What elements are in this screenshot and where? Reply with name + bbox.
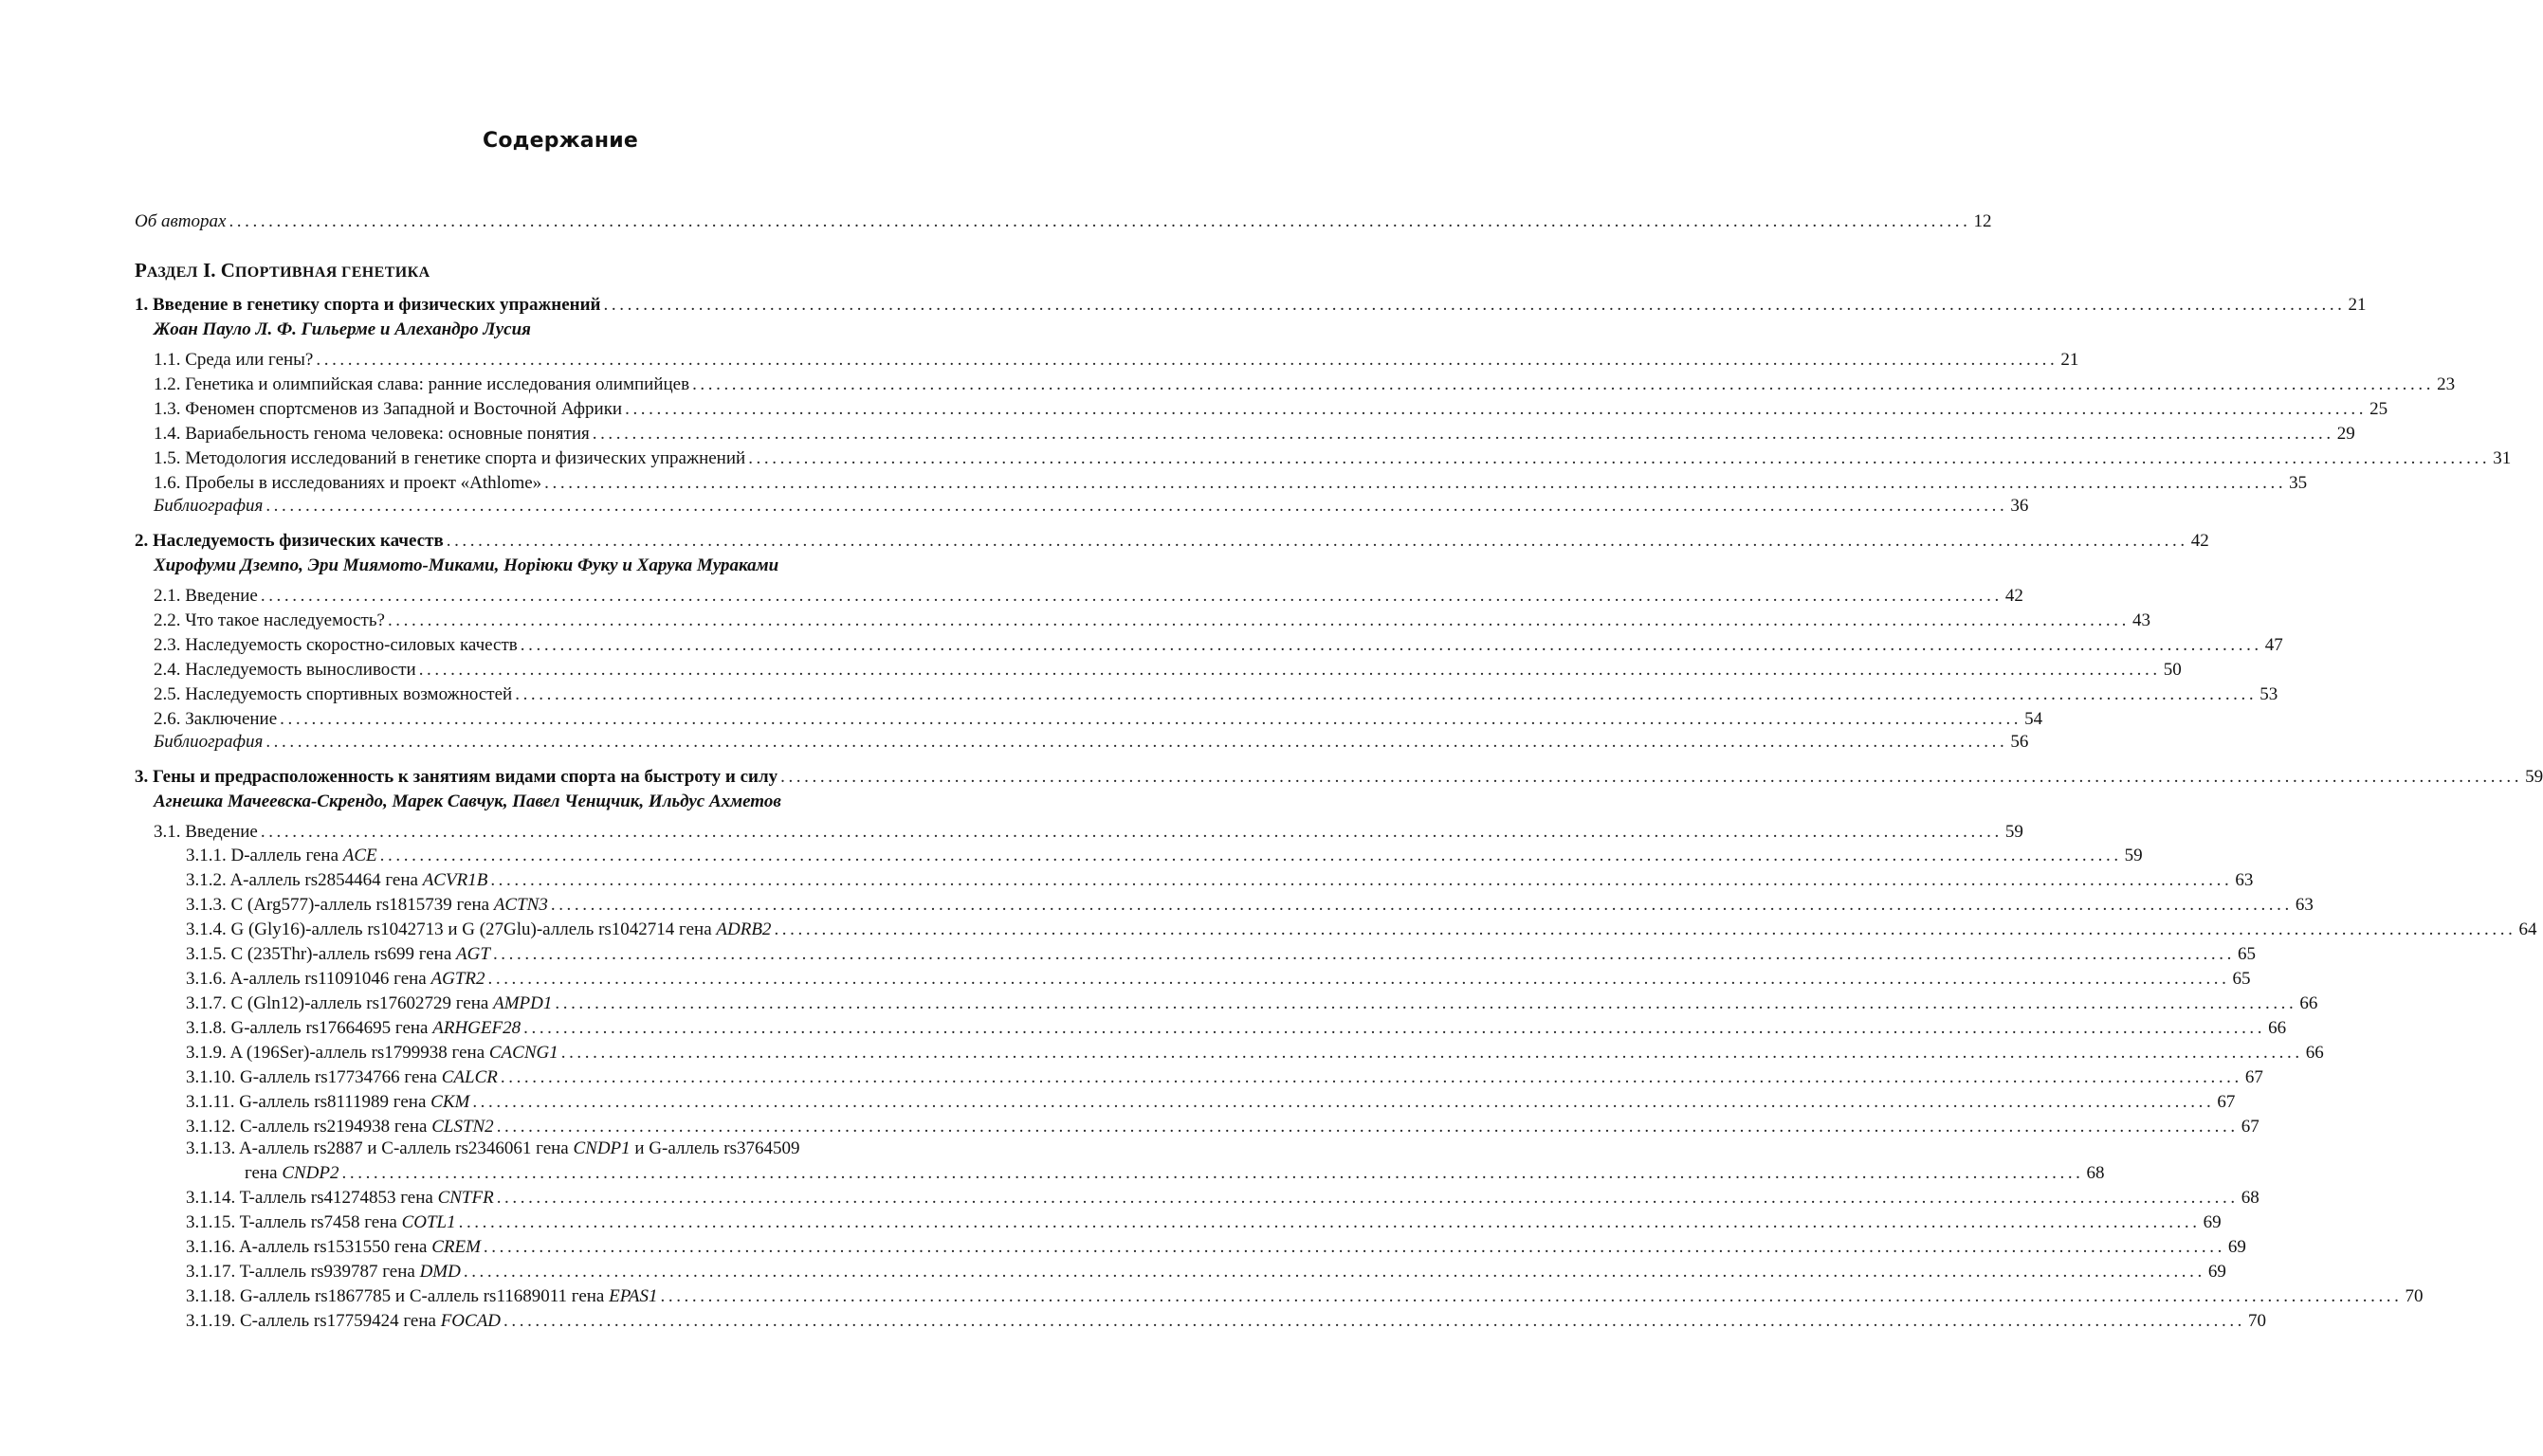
chapter-title: 3. Гены и предрасположенность к занятиям видами спорта на быстроту и силу bbox=[135, 767, 778, 787]
toc-entry[interactable] bbox=[154, 397, 2388, 422]
entry-number: 3.1.1. bbox=[186, 846, 227, 865]
toc-entry-bibliography[interactable] bbox=[154, 494, 2029, 519]
gene-name: CLSTN2 bbox=[431, 1117, 494, 1137]
entry-text: C (Gln12)-аллель rs17602729 гена bbox=[230, 993, 494, 1013]
entry-text: C-аллель rs2194938 гена bbox=[240, 1117, 432, 1137]
toc-entry-text: Библиография bbox=[154, 496, 264, 516]
entry-text: G (Gly16)-аллель rs1042713 и G (27Glu)-аллель rs1042714 гена bbox=[230, 919, 717, 939]
toc-page-number: 66 bbox=[2268, 1018, 2287, 1038]
gene-name: CACNG1 bbox=[488, 1043, 558, 1063]
gene-name: CREM bbox=[431, 1237, 481, 1257]
toc-entry-text bbox=[186, 1065, 498, 1090]
toc-entry-text bbox=[186, 942, 490, 967]
entry-number: 3.1.18. bbox=[186, 1286, 236, 1306]
toc-page-number: 64 bbox=[2518, 919, 2537, 939]
entry-text: T-аллель rs41274853 гена bbox=[239, 1188, 438, 1208]
leader-dots: ............................................................................................................................................................................................................................ bbox=[560, 1043, 2303, 1063]
toc-entry-text bbox=[186, 868, 487, 893]
toc-page-number: 67 bbox=[2217, 1092, 2236, 1112]
entry-text: G-аллель rs17664695 гена bbox=[230, 1018, 433, 1038]
entry-text: и G-аллель rs3764509 bbox=[630, 1138, 800, 1158]
entry-text: G-аллель rs8111989 гена bbox=[239, 1092, 431, 1112]
toc-entry-text bbox=[186, 844, 377, 868]
toc-page-number: 66 bbox=[2305, 1043, 2324, 1063]
entry-number: 3.1.15. bbox=[186, 1212, 236, 1232]
toc-entry-text: 2.1. Введение bbox=[154, 586, 258, 606]
toc-entry-gene[interactable] bbox=[186, 992, 2318, 1016]
toc-entry[interactable] bbox=[154, 422, 2355, 446]
toc-entry-gene[interactable] bbox=[186, 942, 2256, 967]
toc-entry[interactable] bbox=[154, 658, 2182, 682]
toc-entry-gene[interactable] bbox=[186, 893, 2314, 918]
toc-page-number: 35 bbox=[2289, 473, 2308, 493]
toc-entry-text bbox=[186, 918, 771, 942]
toc-entry-text bbox=[186, 1186, 494, 1210]
entry-text: C (235Thr)-аллель rs699 гена bbox=[230, 944, 457, 964]
toc-entry[interactable] bbox=[154, 348, 2079, 373]
toc-page-number: 25 bbox=[2369, 399, 2388, 419]
gene-name: AGT bbox=[456, 944, 490, 964]
page-title: Содержание bbox=[483, 129, 638, 153]
toc-page-number: 21 bbox=[2348, 295, 2367, 315]
toc-page-number: 66 bbox=[2299, 993, 2318, 1013]
toc-page-number: 69 bbox=[2203, 1212, 2222, 1232]
entry-number: 3.1.10. bbox=[186, 1067, 236, 1087]
gene-name: CNDP2 bbox=[282, 1163, 339, 1183]
chapter-title: 1. Введение в генетику спорта и физических упражнений bbox=[135, 295, 601, 315]
entry-text: G-аллель rs17734766 гена bbox=[240, 1067, 442, 1087]
leader-dots: ............................................................................................................................................................................................................................ bbox=[523, 1018, 2266, 1038]
gene-name: CNTFR bbox=[437, 1188, 494, 1208]
gene-name: CALCR bbox=[441, 1067, 498, 1087]
toc-entry-text bbox=[186, 1260, 461, 1284]
gene-name: CNDP1 bbox=[573, 1138, 631, 1158]
gene-name: ADRB2 bbox=[716, 919, 772, 939]
toc-page-number: 21 bbox=[2060, 350, 2079, 370]
leader-dots: ............................................................................................................................................................................................................................ bbox=[555, 993, 2297, 1013]
chapter-authors: Жоан Пауло Л. Ф. Гильерме и Алехандро Лусия bbox=[154, 319, 531, 339]
toc-page-number: 70 bbox=[2405, 1286, 2424, 1306]
entry-number: 3.1.5. bbox=[186, 944, 227, 964]
toc-page-number: 29 bbox=[2336, 424, 2355, 444]
toc-entry-gene[interactable] bbox=[186, 918, 2537, 942]
chapter-authors: Агнешка Мачеевска-Скрендо, Марек Савчук, Павел Ченщчик, Ильдус Ахметов bbox=[154, 792, 781, 811]
toc-page-number: 68 bbox=[2086, 1163, 2105, 1183]
toc-entry-gene[interactable] bbox=[186, 967, 2251, 992]
entry-number: 3.1.11. bbox=[186, 1092, 235, 1112]
entry-number: 3.1.12. bbox=[186, 1117, 236, 1137]
toc-page-number: 56 bbox=[2010, 732, 2029, 752]
leader-dots: ............................................................................................................................................................................................................................ bbox=[774, 919, 2516, 939]
toc-entry-text: 3.1. Введение bbox=[154, 822, 258, 842]
toc-entry-text bbox=[186, 1090, 469, 1115]
toc-page-number: 59 bbox=[2525, 767, 2543, 787]
entry-text: A-аллель rs11091046 гена bbox=[229, 969, 431, 989]
toc-page-number: 67 bbox=[2244, 1067, 2263, 1087]
entry-number: 3.1.14. bbox=[186, 1188, 236, 1208]
leader-dots: ............................................................................................................................................................................................................................ bbox=[463, 1262, 2205, 1282]
chapter-title: 2. Наследуемость физических качеств bbox=[135, 531, 444, 551]
gene-name: ACVR1B bbox=[422, 870, 488, 890]
toc-page-number: 47 bbox=[2264, 635, 2283, 655]
leader-dots: ............................................................................................................................................................................................................................ bbox=[592, 424, 2334, 444]
entry-number: 3.1.19. bbox=[186, 1311, 236, 1331]
leader-dots: ............................................................................................................................................................................................................................ bbox=[515, 684, 2258, 704]
toc-page-number: 65 bbox=[2237, 944, 2256, 964]
toc-entry-text: 1.1. Среда или гены? bbox=[154, 350, 314, 370]
toc-page-number: 12 bbox=[1973, 211, 1992, 231]
entry-text: G-аллель rs1867785 и C-аллель rs11689011 гена bbox=[240, 1286, 610, 1306]
toc-entry-text bbox=[186, 893, 548, 918]
entry-text: D-аллель гена bbox=[230, 846, 343, 865]
entry-number: 3.1.8. bbox=[186, 1018, 227, 1038]
toc-page-number: 36 bbox=[2010, 496, 2029, 516]
gene-name: ACTN3 bbox=[493, 895, 548, 915]
leader-dots: ............................................................................................................................................................................................................................ bbox=[503, 1311, 2246, 1331]
toc-entry[interactable] bbox=[154, 707, 2043, 732]
toc-page-number: 70 bbox=[2248, 1311, 2267, 1331]
toc-page-number: 54 bbox=[2024, 709, 2043, 729]
entry-text: A (196Ser)-аллель rs1799938 гена bbox=[229, 1043, 489, 1063]
entry-number: 3.1.13. bbox=[186, 1138, 236, 1158]
toc-entry-text bbox=[186, 992, 552, 1016]
toc-page-number: 63 bbox=[2235, 870, 2254, 890]
toc-entry-text bbox=[186, 967, 485, 992]
toc-entry-gene[interactable] bbox=[186, 1284, 2424, 1309]
entry-number: 3.1.7. bbox=[186, 993, 227, 1013]
toc-page-number: 59 bbox=[2124, 846, 2143, 865]
section-heading: РАЗДЕЛ I. СПОРТИВНАЯ ГЕНЕТИКА bbox=[135, 259, 430, 282]
toc-entry-gene[interactable] bbox=[186, 1065, 2263, 1090]
toc-chapter-2[interactable] bbox=[135, 529, 2209, 554]
entry-text: A-аллель rs2887 и C-аллель rs2346061 гена bbox=[238, 1138, 574, 1158]
gene-name: ARHGEF28 bbox=[432, 1018, 521, 1038]
toc-entry-gene[interactable] bbox=[186, 1260, 2226, 1284]
leader-dots: ............................................................................................................................................................................................................................ bbox=[550, 895, 2293, 915]
leader-dots: ............................................................................................................................................................................................................................ bbox=[316, 350, 2058, 370]
entry-number: 3.1.4. bbox=[186, 919, 227, 939]
toc-entry-gene[interactable] bbox=[186, 1016, 2287, 1041]
toc-entry-bibliography[interactable] bbox=[154, 730, 2029, 755]
toc-entry-text bbox=[186, 1235, 481, 1260]
entry-number: 3.1.6. bbox=[186, 969, 227, 989]
toc-entry-text: 1.3. Феномен спортсменов из Западной и Восточной Африки bbox=[154, 399, 623, 419]
toc-chapter-3[interactable] bbox=[135, 765, 2543, 790]
entry-text: A-аллель rs2854464 гена bbox=[229, 870, 423, 890]
toc-entry[interactable] bbox=[154, 609, 2150, 633]
leader-dots: ............................................................................................................................................................................................................................ bbox=[379, 846, 2122, 865]
toc-entry-text bbox=[186, 1309, 501, 1334]
entry-text: C (Arg577)-аллель rs1815739 гена bbox=[230, 895, 494, 915]
leader-dots: ............................................................................................................................................................................................................................ bbox=[260, 822, 2003, 842]
toc-page-number: 42 bbox=[2190, 531, 2209, 551]
toc-entry-gene[interactable] bbox=[186, 1235, 2246, 1260]
leader-dots: ............................................................................................................................................................................................................................ bbox=[625, 399, 2368, 419]
toc-entry-text: 2.3. Наследуемость скоростно-силовых качеств bbox=[154, 635, 518, 655]
gene-name: ACE bbox=[342, 846, 377, 865]
toc-page-number: 31 bbox=[2493, 448, 2512, 468]
toc-entry-text: 1.5. Методология исследований в генетике спорта и физических упражнений bbox=[154, 448, 746, 468]
leader-dots: ............................................................................................................................................................................................................................ bbox=[229, 211, 1971, 231]
leader-dots: ............................................................................................................................................................................................................................ bbox=[472, 1092, 2215, 1112]
chapter-authors: Хирофуми Дземпо, Эри Миямото-Миками, Норіюки Фуку и Харука Мураками bbox=[154, 555, 779, 575]
toc-page-number: 65 bbox=[2232, 969, 2251, 989]
toc-entry-text: Об авторах bbox=[135, 211, 227, 231]
leader-dots: ............................................................................................................................................................................................................................ bbox=[603, 295, 2346, 315]
leader-dots: ............................................................................................................................................................................................................................ bbox=[418, 660, 2161, 680]
gene-name: CKM bbox=[430, 1092, 470, 1112]
entry-number: 3.1.2. bbox=[186, 870, 227, 890]
gene-name: AMPD1 bbox=[493, 993, 553, 1013]
leader-dots: ............................................................................................................................................................................................................................ bbox=[492, 944, 2235, 964]
toc-entry-gene[interactable] bbox=[186, 1186, 2259, 1210]
toc-entry-gene[interactable] bbox=[186, 1090, 2236, 1115]
toc-page-number: 69 bbox=[2227, 1237, 2246, 1257]
toc-entry-gene[interactable] bbox=[186, 868, 2254, 893]
leader-dots: ............................................................................................................................................................................................................................ bbox=[496, 1188, 2239, 1208]
toc-entry-gene[interactable] bbox=[186, 1041, 2324, 1065]
leader-dots: ............................................................................................................................................................................................................................ bbox=[692, 374, 2435, 394]
entry-text: A-аллель rs1531550 гена bbox=[238, 1237, 432, 1257]
leader-dots: ............................................................................................................................................................................................................................ bbox=[780, 767, 2523, 787]
gene-name: EPAS1 bbox=[609, 1286, 658, 1306]
toc-entry-gene[interactable] bbox=[186, 844, 2143, 868]
gene-name: AGTR2 bbox=[430, 969, 485, 989]
leader-dots: ............................................................................................................................................................................................................................ bbox=[458, 1212, 2201, 1232]
toc-page-number: 69 bbox=[2207, 1262, 2226, 1282]
leader-dots: ............................................................................................................................................................................................................................ bbox=[260, 586, 2003, 606]
toc-entry-gene[interactable] bbox=[186, 1210, 2222, 1235]
leader-dots: ............................................................................................................................................................................................................................ bbox=[341, 1163, 2084, 1183]
leader-dots: ............................................................................................................................................................................................................................ bbox=[660, 1286, 2403, 1306]
toc-entry-text bbox=[186, 1041, 558, 1065]
toc-page-number: 50 bbox=[2163, 660, 2182, 680]
leader-dots: ............................................................................................................................................................................................................................ bbox=[500, 1067, 2242, 1087]
toc-page-number: 68 bbox=[2241, 1188, 2259, 1208]
toc-page-number: 63 bbox=[2295, 895, 2314, 915]
toc-entry-3-1-13-line2[interactable] bbox=[245, 1161, 2105, 1186]
leader-dots: ............................................................................................................................................................................................................................ bbox=[265, 732, 2008, 752]
toc-entry-text bbox=[186, 1016, 521, 1041]
entry-number: 3.1.9. bbox=[186, 1043, 227, 1063]
toc-page-number: 67 bbox=[2241, 1117, 2259, 1137]
entry-number: 3.1.16. bbox=[186, 1237, 236, 1257]
gene-name: COTL1 bbox=[401, 1212, 456, 1232]
toc-entry[interactable] bbox=[154, 633, 2283, 658]
leader-dots: ............................................................................................................................................................................................................................ bbox=[446, 531, 2188, 551]
toc-entry-about[interactable] bbox=[135, 209, 1992, 234]
gene-name: FOCAD bbox=[440, 1311, 502, 1331]
toc-page-number: 42 bbox=[2004, 586, 2023, 606]
leader-dots: ............................................................................................................................................................................................................................ bbox=[487, 969, 2230, 989]
toc-chapter-1[interactable] bbox=[135, 293, 2367, 318]
toc-entry-text: 2.2. Что такое наследуемость? bbox=[154, 610, 385, 630]
leader-dots: ............................................................................................................................................................................................................................ bbox=[265, 496, 2008, 516]
toc-entry-text: 1.6. Пробелы в исследованиях и проект «Athlome» bbox=[154, 473, 542, 493]
toc-entry[interactable] bbox=[154, 682, 2278, 707]
leader-dots: ............................................................................................................................................................................................................................ bbox=[387, 610, 2130, 630]
toc-entry-3-1[interactable] bbox=[154, 820, 2023, 845]
gene-name: DMD bbox=[419, 1262, 461, 1282]
entry-text: T-аллель rs939787 гена bbox=[239, 1262, 420, 1282]
toc-entry-text: 2.5. Наследуемость спортивных возможностей bbox=[154, 684, 513, 704]
toc-entry-text bbox=[186, 1284, 658, 1309]
toc-page-number: 43 bbox=[2131, 610, 2150, 630]
toc-entry[interactable] bbox=[154, 446, 2512, 471]
leader-dots: ............................................................................................................................................................................................................................ bbox=[520, 635, 2262, 655]
toc-entry[interactable] bbox=[154, 373, 2456, 397]
toc-entry[interactable] bbox=[154, 584, 2023, 609]
toc-entry-gene[interactable] bbox=[186, 1309, 2267, 1334]
toc-entry-text: 1.2. Генетика и олимпийская слава: ранние исследования олимпийцев bbox=[154, 374, 690, 394]
leader-dots: ............................................................................................................................................................................................................................ bbox=[496, 1117, 2239, 1137]
leader-dots: ............................................................................................................................................................................................................................ bbox=[280, 709, 2022, 729]
toc-page-number: 53 bbox=[2259, 684, 2278, 704]
toc-page-number: 59 bbox=[2004, 822, 2023, 842]
entry-text: T-аллель rs7458 гена bbox=[239, 1212, 402, 1232]
leader-dots: ............................................................................................................................................................................................................................ bbox=[544, 473, 2287, 493]
entry-text: C-аллель rs17759424 гена bbox=[240, 1311, 441, 1331]
leader-dots: ............................................................................................................................................................................................................................ bbox=[748, 448, 2491, 468]
entry-text: гена bbox=[245, 1163, 283, 1183]
toc-entry-text: 1.4. Вариабельность генома человека: основные понятия bbox=[154, 424, 590, 444]
toc-entry-text bbox=[186, 1210, 456, 1235]
toc-entry-text: Библиография bbox=[154, 732, 264, 752]
toc-entry-text: 2.4. Наследуемость выносливости bbox=[154, 660, 416, 680]
toc-entry-text: 2.6. Заключение bbox=[154, 709, 278, 729]
toc-page-number: 23 bbox=[2437, 374, 2456, 394]
leader-dots: ............................................................................................................................................................................................................................ bbox=[483, 1237, 2225, 1257]
entry-number: 3.1.17. bbox=[186, 1262, 236, 1282]
toc-entry[interactable] bbox=[154, 471, 2308, 496]
leader-dots: ............................................................................................................................................................................................................................ bbox=[490, 870, 2233, 890]
entry-number: 3.1.3. bbox=[186, 895, 227, 915]
toc-entry-3-1-13-line1[interactable] bbox=[186, 1137, 800, 1161]
